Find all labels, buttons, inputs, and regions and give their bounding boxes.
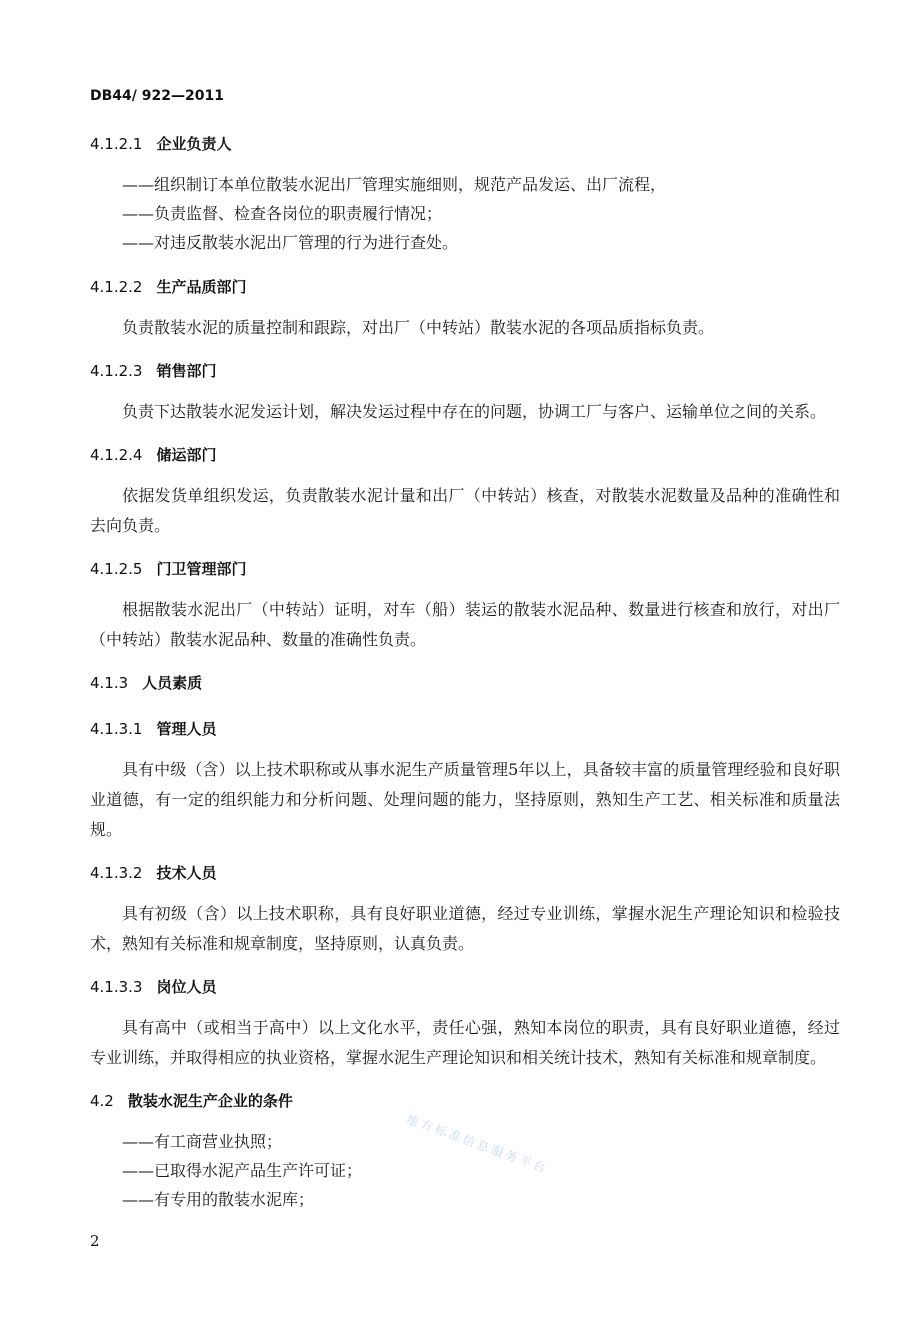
section-title: 门卫管理部门 xyxy=(156,560,247,578)
section-title: 技术人员 xyxy=(156,864,217,882)
section-number: 4.1.2.3 xyxy=(90,362,143,380)
section-title: 管理人员 xyxy=(156,720,217,738)
paragraph-4122: 负责散装水泥的质量控制和跟踪，对出厂（中转站）散装水泥的各项品质指标负责。 xyxy=(122,318,715,337)
section-number: 4.1.2.2 xyxy=(90,278,143,296)
paragraph-4124: 依据发货单组织发运，负责散装水泥计量和出厂（中转站）核查，对散装水泥数量及品种的准确性和去向负责。 xyxy=(90,486,840,535)
document-body xyxy=(90,134,840,1234)
section-number: 4.1.2.4 xyxy=(90,446,143,464)
list-item: ——有专用的散装水泥库； xyxy=(122,1190,315,1209)
section-heading-4124 xyxy=(90,445,840,465)
section-heading-4122 xyxy=(90,277,840,297)
section-heading-42 xyxy=(90,1091,840,1111)
section-heading-4132 xyxy=(90,863,840,883)
watermark-text: 地方标准信息服务平台 xyxy=(404,1111,551,1177)
section-number: 4.2 xyxy=(90,1092,114,1110)
section-title: 企业负责人 xyxy=(156,135,232,153)
list-item: ——对违反散装水泥出厂管理的行为进行查处。 xyxy=(122,233,459,252)
section-title: 人员素质 xyxy=(142,674,203,692)
section-heading-4133 xyxy=(90,977,840,997)
section-title: 储运部门 xyxy=(156,446,217,464)
section-title: 销售部门 xyxy=(156,362,217,380)
paragraph-4123: 负责下达散装水泥发运计划，解决发运过程中存在的问题，协调工厂与客户、运输单位之间的关系。 xyxy=(122,402,827,421)
section-title: 岗位人员 xyxy=(156,978,217,996)
list-item: ——负责监督、检查各岗位的职责履行情况； xyxy=(122,204,443,223)
page-number: 2 xyxy=(90,1232,100,1250)
section-number: 4.1.2.5 xyxy=(90,560,143,578)
paragraph-4132: 具有初级（含）以上技术职称，具有良好职业道德，经过专业训练，掌握水泥生产理论知识和检验技术，熟知有关标准和规章制度，坚持原则，认真负责。 xyxy=(90,904,840,953)
section-heading-4125 xyxy=(90,559,840,579)
section-heading-413 xyxy=(90,673,840,693)
paragraph-4131: 具有中级（含）以上技术职称或从事水泥生产质量管理5年以上，具备较丰富的质量管理经验和良好职业道德，有一定的组织能力和分析问题、处理问题的能力，坚持原则，熟知生产工艺、相关标准和质量法规。 xyxy=(90,760,840,839)
section-number: 4.1.2.1 xyxy=(90,135,143,153)
section-number: 4.1.3.3 xyxy=(90,978,143,996)
section-number: 4.1.3.2 xyxy=(90,864,143,882)
section-heading-4131 xyxy=(90,719,840,739)
section-title: 散装水泥生产企业的条件 xyxy=(127,1092,293,1110)
list-item: ——有工商营业执照； xyxy=(122,1132,283,1151)
paragraph-4133: 具有高中（或相当于高中）以上文化水平，责任心强，熟知本岗位的职责，具有良好职业道德，经过专业训练，并取得相应的执业资格，掌握水泥生产理论知识和相关统计技术，熟知有关标准和规章制度。 xyxy=(90,1018,840,1067)
section-heading-4123 xyxy=(90,361,840,381)
list-item: ——已取得水泥产品生产许可证； xyxy=(122,1161,363,1180)
section-heading-4121 xyxy=(90,134,840,154)
duty-list-4121 xyxy=(90,170,840,257)
list-item: ——组织制订本单位散装水泥出厂管理实施细则，规范产品发运、出厂流程， xyxy=(122,175,667,194)
document-code-header: DB44/ 922—2011 xyxy=(90,88,224,104)
section-number: 4.1.3 xyxy=(90,674,129,692)
section-number: 4.1.3.1 xyxy=(90,720,143,738)
section-title: 生产品质部门 xyxy=(156,278,247,296)
paragraph-4125: 根据散装水泥出厂（中转站）证明，对车（船）装运的散装水泥品种、数量进行核查和放行，对出厂（中转站）散装水泥品种、数量的准确性负责。 xyxy=(90,600,840,649)
